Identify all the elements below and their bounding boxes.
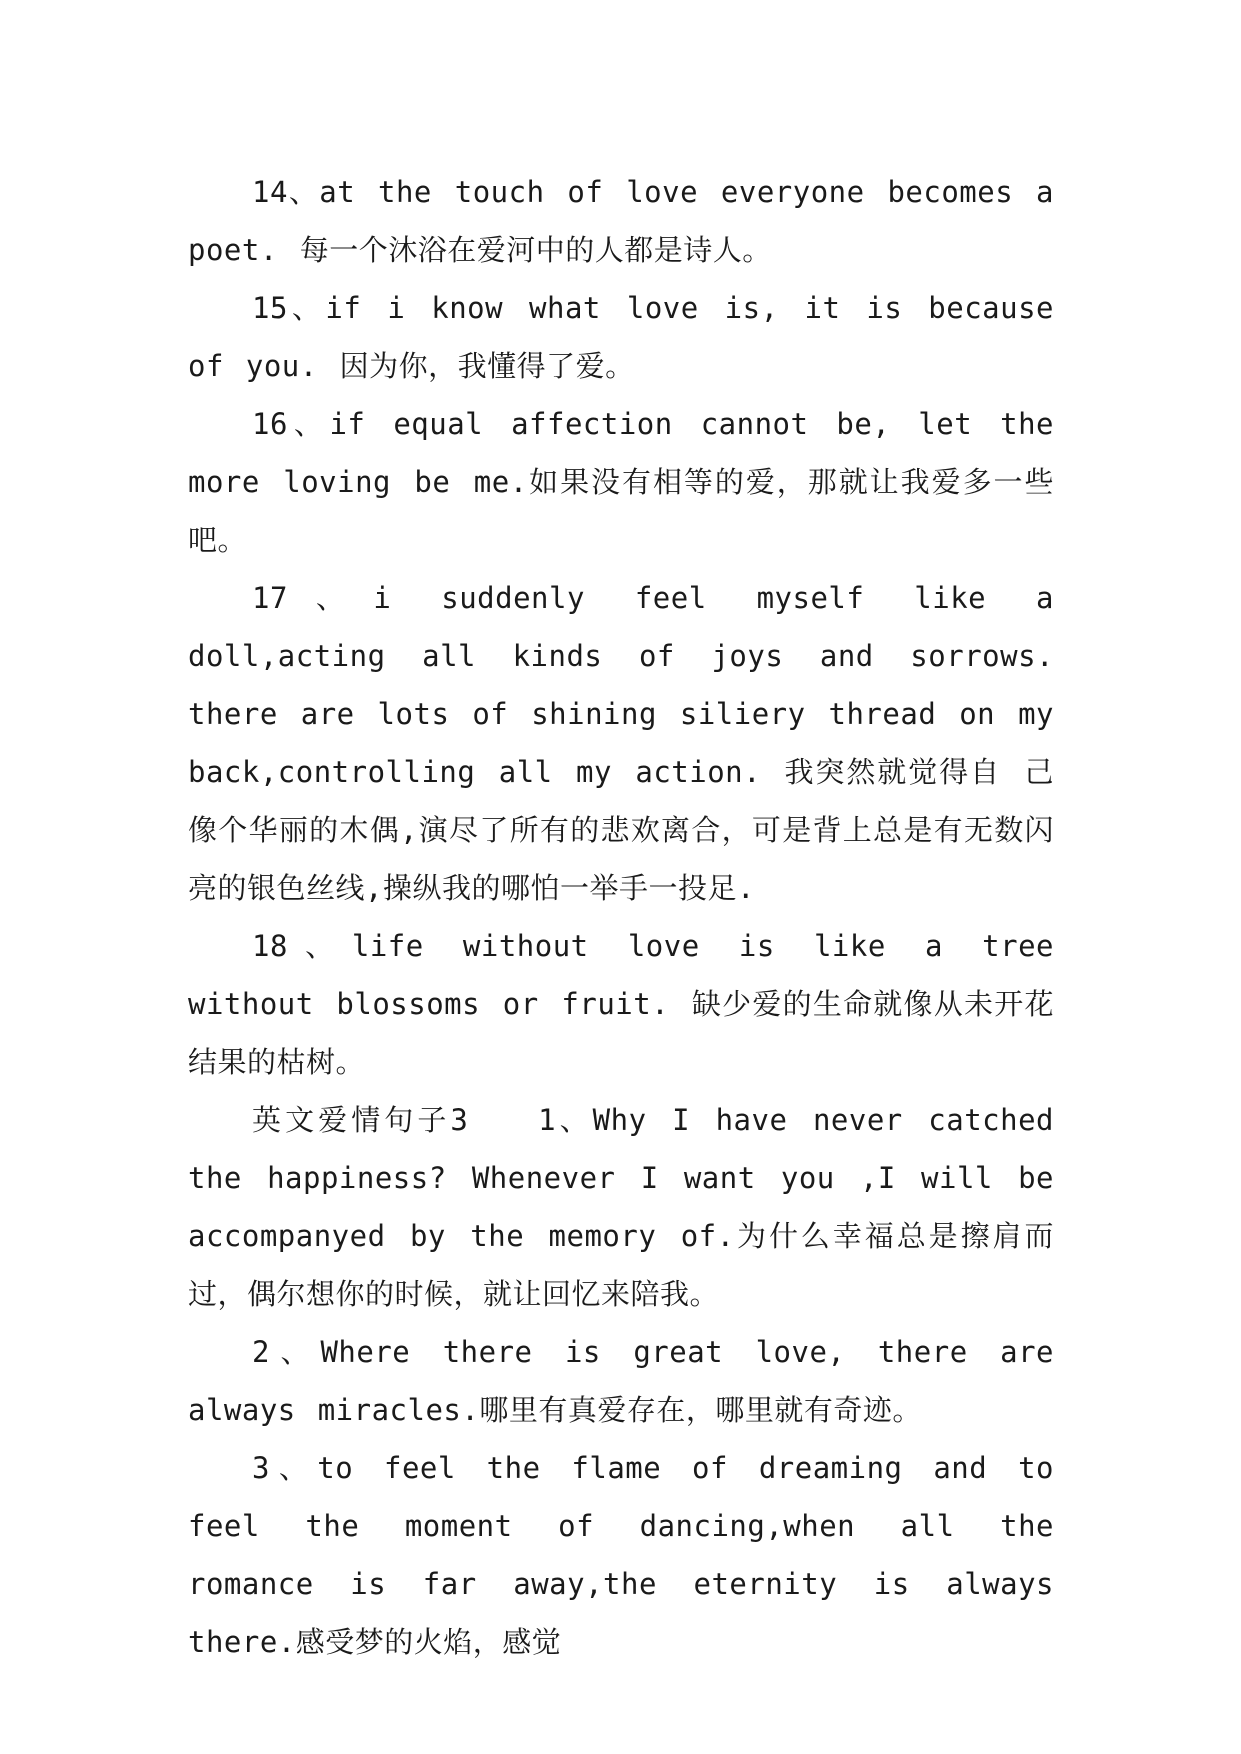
paragraph-15: 15、if i know what love is, it is because of you. 因为你，我懂得了爱。 bbox=[188, 291, 1054, 383]
paragraph-18: 18、life without love is like a tree without blossoms or fruit. 缺少爱的生命就像从未开花结果的枯树。 bbox=[188, 929, 1054, 1079]
paragraph-section-3-item-1: 英文爱情句子3 1、Why I have never catched the happiness? Whenever I want you ,I will be accompanyed by the memory of.为什么幸福总是擦肩而过，偶尔想你的时候，就让回忆来陪我。 bbox=[188, 1103, 1054, 1311]
paragraph-14: 14、at the touch of love everyone becomes a poet. 每一个沐浴在爱河中的人都是诗人。 bbox=[188, 175, 1054, 267]
document-body bbox=[188, 163, 1054, 1671]
paragraph-17: 17、i suddenly feel myself like a doll,acting all kinds of joys and sorrows. there are lots of shining siliery thread on my back,controlling all my action. 我突然就觉得自 己像个华丽的木偶,演尽了所有的悲欢离合，可是背上总是有无数闪亮的银色丝线,操纵我的哪怕一举手一投足. bbox=[188, 581, 1054, 905]
paragraph-section-3-item-2: 2、Where there is great love, there are always miracles.哪里有真爱存在，哪里就有奇迹。 bbox=[188, 1335, 1054, 1427]
paragraph-section-3-item-3: 3、to feel the flame of dreaming and to feel the moment of dancing,when all the romance is far away,the eternity is always there.感受梦的火焰，感觉 bbox=[188, 1451, 1054, 1659]
paragraph-16: 16、if equal affection cannot be, let the more loving be me.如果没有相等的爱，那就让我爱多一些吧。 bbox=[188, 407, 1054, 557]
